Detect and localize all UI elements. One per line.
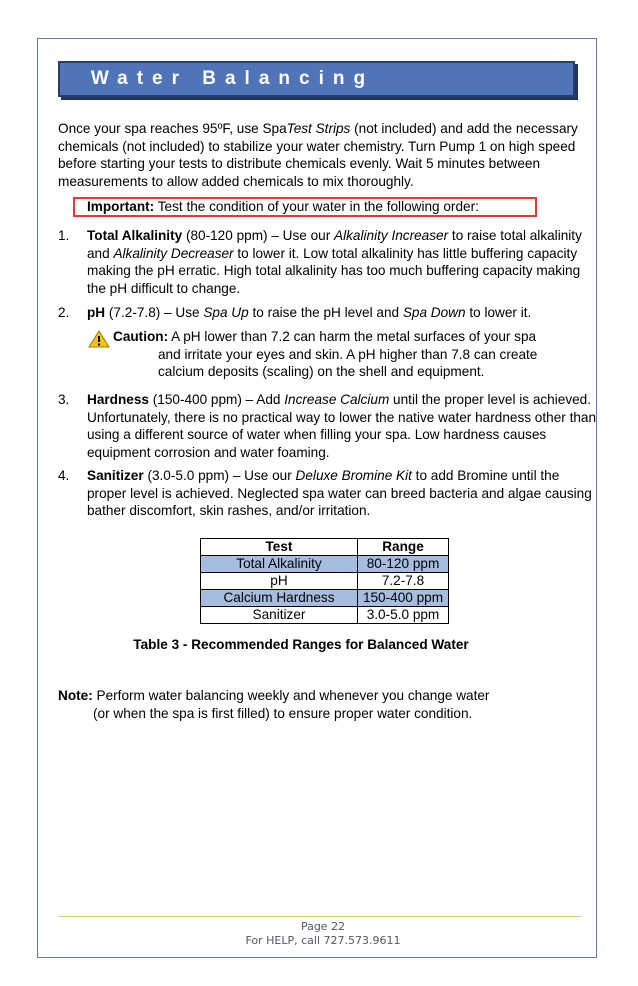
table-cell: Sanitizer xyxy=(201,607,358,624)
page-footer xyxy=(0,920,638,948)
table-row xyxy=(201,556,449,573)
caution-block: Caution: A pH lower than 7.2 can harm the metal surfaces of your spa and irritate your eyes and skin. A pH higher than 7.8 can create calcium deposits (scaling) on the shell and equipment. xyxy=(88,328,598,381)
table-cell: Total Alkalinity xyxy=(201,556,358,573)
table-header: Range xyxy=(358,539,449,556)
section-banner xyxy=(58,61,575,97)
page-number: Page 22 xyxy=(300,920,346,933)
list-item-sanitizer: 4. Sanitizer (3.0-5.0 ppm) – Use our Deluxe Bromine Kit to add Bromine until the proper level is achieved. Neglected spa water can breed bacteria and algae causing bather discomfort, skin rashes, and/or irritation. xyxy=(58,468,592,518)
note-paragraph: Note: Perform water balancing weekly and whenever you change water (or when the spa is first filled) to ensure proper water condition. xyxy=(58,688,490,721)
table-caption: Table 3 - Recommended Ranges for Balanced Water xyxy=(133,637,469,652)
list-item-ph: 2. pH (7.2-7.8) – Use Spa Up to raise the pH level and Spa Down to lower it. xyxy=(58,305,532,320)
table-cell: 150-400 ppm xyxy=(358,590,449,607)
table-header-row xyxy=(201,539,449,556)
table-cell: pH xyxy=(201,573,358,590)
table-cell: 80-120 ppm xyxy=(358,556,449,573)
table-row xyxy=(201,590,449,607)
table-cell: Calcium Hardness xyxy=(201,590,358,607)
note-label: Note: xyxy=(58,688,93,703)
table-cell: 3.0-5.0 ppm xyxy=(358,607,449,624)
footer-divider xyxy=(58,916,581,917)
important-box: Important: Test the condition of your water in the following order: xyxy=(73,197,537,217)
page-title: Water Balancing xyxy=(90,68,375,89)
important-label: Important: xyxy=(87,199,155,214)
list-item-total-alkalinity: 1. Total Alkalinity (80-120 ppm) – Use our Alkalinity Increaser to raise total alkalinity and Alkalinity Decreaser to lower it. Low total alkalinity has little buffering capacity making the pH erratic. High total alkalinity has too much buffering capacity making the pH difficult to change. xyxy=(58,228,582,296)
caution-label: Caution: xyxy=(113,329,169,344)
intro-paragraph: Once your spa reaches 95ºF, use SpaTest Strips (not included) and add the necessary chemicals (not included) to stabilize your water chemistry. Turn Pump 1 on high speed before starting your tests to distribute chemicals evenly. Wait 5 minutes between measurements to allow added chemicals to mix thoroughly. xyxy=(58,121,578,189)
ranges-table xyxy=(200,538,449,624)
table-row xyxy=(201,607,449,624)
warning-icon xyxy=(88,330,110,348)
table-row xyxy=(201,573,449,590)
table-header: Test xyxy=(201,539,358,556)
table-cell: 7.2-7.8 xyxy=(358,573,449,590)
help-line: For HELP, call 727.573.9611 xyxy=(245,934,401,947)
list-item-hardness: 3. Hardness (150-400 ppm) – Add Increase Calcium until the proper level is achieved. Unfortunately, there is no practical way to lower the native water hardness other than using a different source of water when filling your spa. Low hardness causes equipment corrosion and water foaming. xyxy=(58,392,597,460)
